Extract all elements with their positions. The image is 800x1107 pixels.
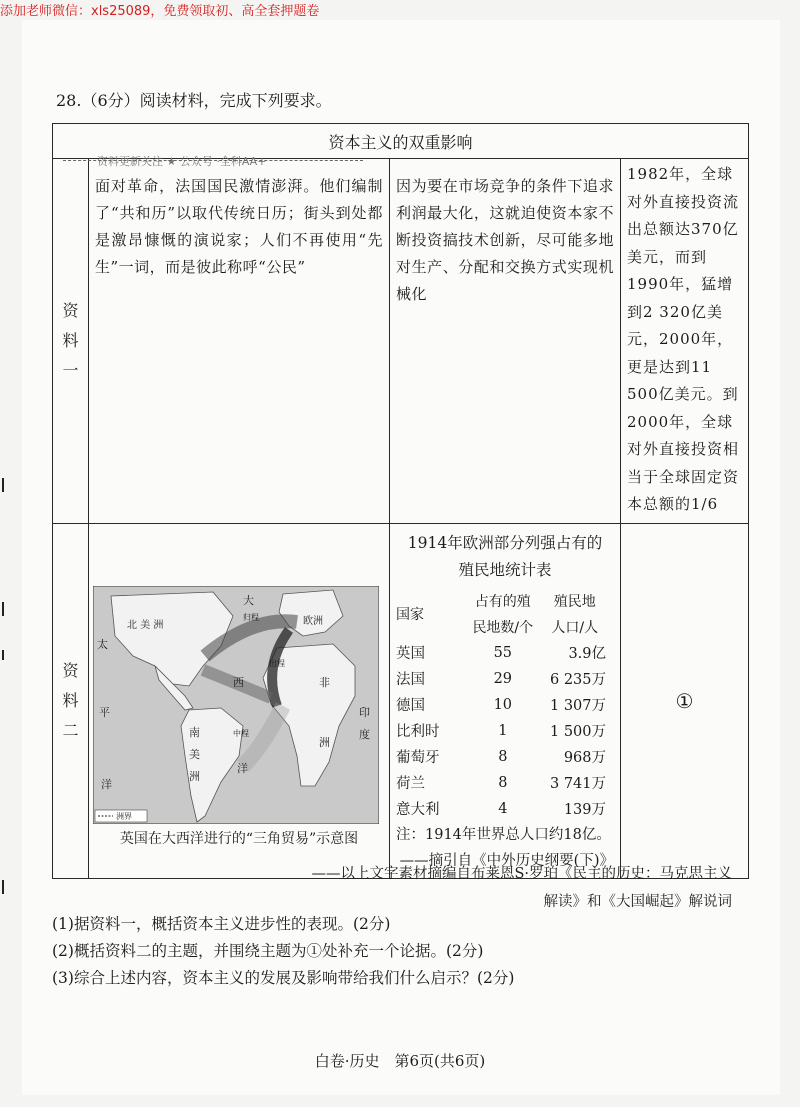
colony-stats-cell — [390, 523, 621, 878]
map-label: 印 — [359, 705, 370, 719]
material-2-label: 资 料 二 — [53, 523, 89, 878]
map-cell — [89, 523, 390, 878]
material-1-text-capital: 因为要在市场竞争的条件下追求利润最大化，这就迫使资本家不断投资搞技术创新，尽可能多地对生产、分配和交换方式实现机械化 — [390, 159, 621, 524]
map-label: 南 — [189, 725, 200, 739]
question-title: 28.（6分）阅读材料，完成下列要求。 — [56, 91, 332, 110]
col-header-count: 占有的殖 — [474, 593, 531, 610]
map-label: 美 — [189, 747, 200, 761]
map-legend: 洲界 — [116, 811, 132, 821]
subquestion-3: (3)综合上述内容，资本主义的发展及影响带给我们什么启示？(2分) — [52, 969, 515, 987]
map-label: 西 — [233, 675, 244, 689]
blank-marker: ① — [621, 523, 749, 878]
colony-note: 注：1914年世界总人口约18亿。 — [396, 826, 611, 843]
col-header-country: 国家 — [396, 606, 424, 623]
triangle-trade-map — [93, 586, 379, 824]
binding-mark — [2, 602, 4, 616]
page-footer: 白卷·历史 第6页(共6页) — [314, 1052, 486, 1070]
map-label: 北 美 洲 — [127, 619, 164, 631]
material-table — [52, 123, 749, 879]
watermark-text: 添加老师微信：xls25089，免费领取初、高全套押题卷 — [0, 4, 320, 19]
binding-mark — [2, 650, 4, 660]
dashed-divider — [63, 160, 363, 161]
map-label: 洋 — [101, 777, 112, 791]
source-citation: ——以上文字素材摘编自布莱恩S·罗珀《民主的历史：马克思主义 解读》和《大国崛起》解说词 — [311, 866, 732, 910]
table-header-title: 资本主义的双重影响 — [328, 132, 473, 152]
route-label: 出程 — [269, 658, 285, 668]
map-label: 非 — [319, 675, 330, 689]
table-header — [53, 124, 749, 168]
route-label: 中程 — [233, 728, 249, 738]
material-1-label: 资 料 一 — [53, 159, 89, 524]
map-label: 大 — [243, 593, 254, 607]
map-label: 太 — [97, 637, 108, 651]
material-1-text-france: 面对革命，法国国民激情澎湃。他们编制了“共和历”以取代传统日历；街头到处都是激昂慷慨的演说家；人们不再使用“先生”一词，而是彼此称呼“公民” — [89, 159, 390, 524]
map-label: 欧洲 — [303, 615, 323, 627]
col-header-count: 民地数/个 — [472, 619, 534, 636]
binding-mark — [2, 478, 4, 492]
map-caption: 英国在大西洋进行的“三角贸易”示意图 — [119, 830, 359, 847]
map-label: 洲 — [319, 735, 330, 749]
material-1-text-investment: 1982年，全球对外直接投资流出总额达370亿美元，而到1990年，猛增到2 320亿美元，2000年，更是达到11 500亿美元。到2000年，全球对外直接投资相当于全球固定资本总额的1/6 — [621, 159, 749, 524]
route-label: 归程 — [243, 612, 259, 622]
colony-citation: ——摘引自《中外历史纲要(下)》 — [399, 852, 614, 869]
table-row: 意大利 4 139万 — [396, 800, 606, 818]
colony-table-title: 1914年欧洲部分列强占有的 殖民地统计表 — [407, 533, 603, 579]
table-row: 葡萄牙 8 968万 — [396, 748, 606, 766]
table-row: 德国 10 1 307万 — [396, 696, 606, 714]
subquestion-1: (1)据资料一，概括资本主义进步性的表现。(2分) — [52, 915, 391, 933]
table-row: 比利时 1 1 500万 — [396, 722, 606, 740]
subquestion-2: (2)概括资料二的主题，并围绕主题为①处补充一个论据。(2分) — [52, 942, 484, 960]
binding-mark — [2, 880, 4, 894]
col-header-pop: 人口/人 — [551, 619, 599, 636]
stamp-watermark: 资料更新关注 ★ 公众号 ·全科AA+ — [97, 155, 267, 168]
table-row: 英国 55 3.9亿 — [396, 644, 606, 662]
map-label: 度 — [359, 727, 370, 741]
map-label: 平 — [99, 705, 110, 719]
table-row: 法国 29 6 235万 — [396, 670, 606, 688]
map-label: 洲 — [189, 769, 200, 783]
table-row: 荷兰 8 3 741万 — [396, 774, 606, 792]
col-header-pop: 殖民地 — [553, 593, 596, 610]
map-label: 洋 — [237, 761, 248, 775]
colony-table — [396, 588, 614, 822]
